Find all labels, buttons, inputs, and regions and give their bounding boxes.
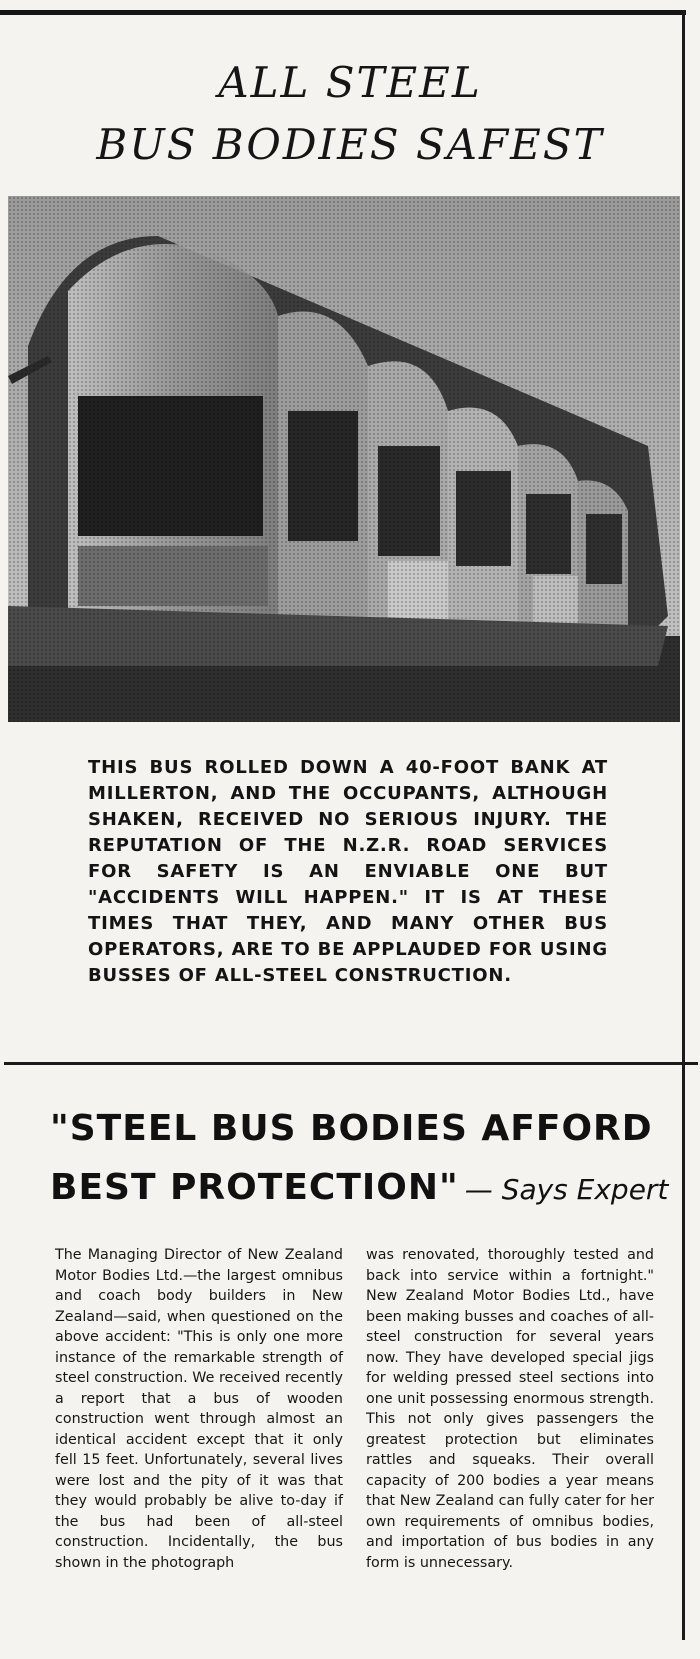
article-heading-line-2 (50, 1163, 690, 1215)
headline-line-2: BUS BODIES SAFEST (96, 120, 604, 169)
article-column-left: The Managing Director of New Zealand Motor Bodies Ltd.—the largest omnibus and coach body builders in New Zealand—said, when questioned on the above accident: "This is only one more instance of the remarkable strength of steel construction. We received recently a report that a bus of wooden construction went through almost an identical accident except that it only fell 15 feet. Unfortunately, several lives were lost and the pity of it was that they would probably be alive to-day if the bus had been of all-steel construction. Incidentally, the bus shown in the photograph (55, 1247, 343, 1571)
headline-line-1: ALL STEEL (218, 58, 482, 107)
article-heading-line-1: "STEEL BUS BODIES AFFORD (50, 1108, 653, 1149)
photo-caption: THIS BUS ROLLED DOWN A 40-FOOT BANK AT MILLERTON, AND THE OCCUPANTS, ALTHOUGH SHAKEN, RECEIVED NO SERIOUS INJURY. THE REPUTATION OF THE N.Z.R. ROAD SERVICES FOR SAFETY IS AN ENVIABLE ONE BUT "ACCIDENTS WILL HAPPEN." IT IS AT THESE TIMES THAT THEY, AND MANY OTHER BUS OPERATORS, ARE TO BE APPLAUDED FOR USING BUSSES OF ALL-STEEL CONSTRUCTION. (88, 757, 608, 986)
article-heading-bold: BEST PROTECTION" (50, 1167, 459, 1208)
article-column-right: was renovated, thoroughly tested and back into service within a fortnight." New Zealand Motor Bodies Ltd., have been making busses and coaches of all-steel construction for several years now. They have developed special jigs for welding pressed steel sections into one unit possessing enormous strength. This not only gives passengers the greatest protection but eliminates rattles and squeaks. Their overall capacity of 200 bodies a year means that New Zealand can fully cater for her own requirements of omnibus bodies, and importation of bus bodies in any form is unnecessary. (366, 1247, 654, 1571)
top-rule (0, 10, 686, 15)
section-divider (4, 1062, 698, 1065)
headline (0, 52, 700, 176)
overturned-bus-photo (8, 196, 680, 722)
article-byline: — Says Expert (464, 1173, 669, 1206)
right-rule (682, 10, 685, 1640)
